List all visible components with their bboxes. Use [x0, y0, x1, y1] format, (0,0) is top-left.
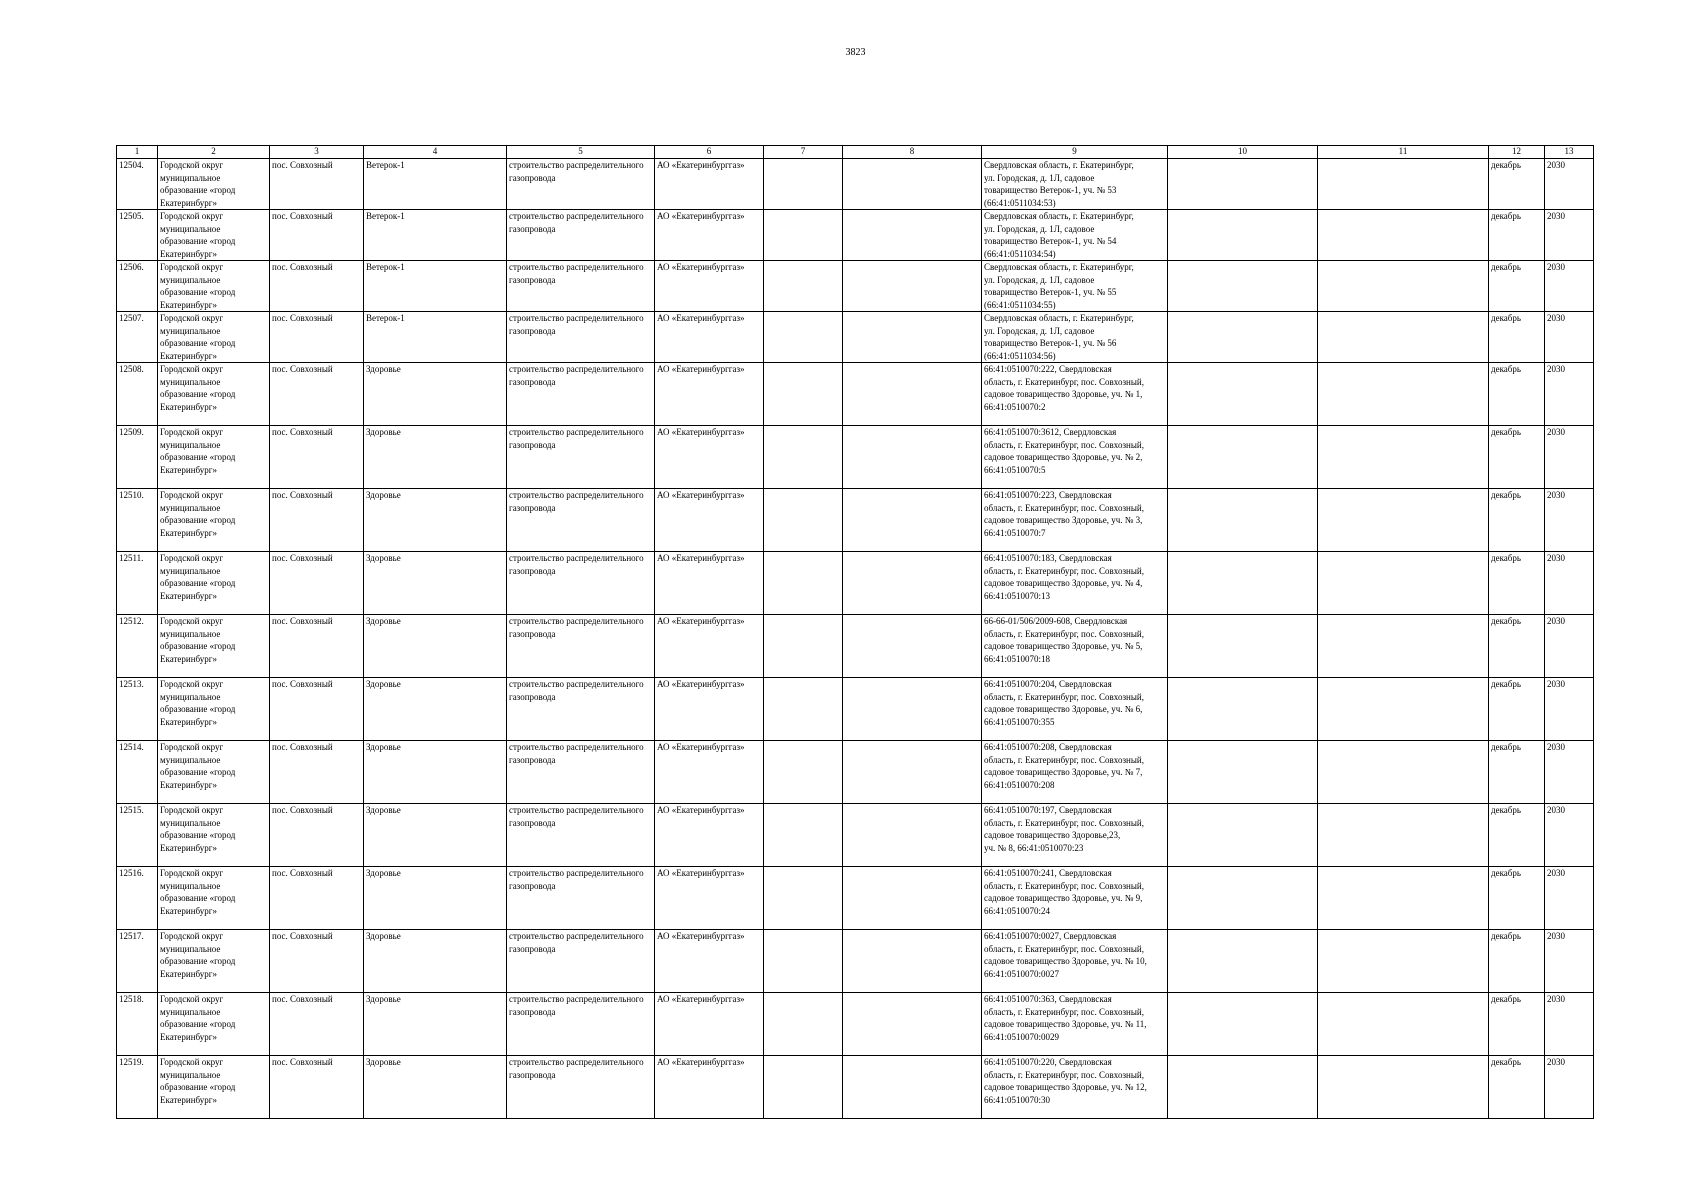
- district-cell: Городской округ муниципальное образование «город Екатеринбург»: [158, 615, 270, 678]
- column-10-cell: [1168, 312, 1318, 363]
- year-cell: 2030: [1545, 993, 1594, 1056]
- year-cell: 2030: [1545, 552, 1594, 615]
- column-8-cell: [843, 867, 982, 930]
- column-header: 12: [1489, 146, 1545, 159]
- work-type-cell: строительство распределительного газопровода: [507, 552, 655, 615]
- settlement-cell: пос. Совхозный: [270, 615, 364, 678]
- column-header: 5: [507, 146, 655, 159]
- column-10-cell: [1168, 930, 1318, 993]
- row-number: 12515.: [117, 804, 158, 867]
- work-type-cell: строительство распределительного газопровода: [507, 210, 655, 261]
- district-cell: Городской округ муниципальное образование «город Екатеринбург»: [158, 312, 270, 363]
- column-7-cell: [764, 930, 843, 993]
- column-7-cell: [764, 552, 843, 615]
- row-number: 12509.: [117, 426, 158, 489]
- organization-cell: АО «Екатеринбурггаз»: [655, 1056, 764, 1119]
- locality-cell: Ветерок-1: [364, 210, 507, 261]
- column-10-cell: [1168, 426, 1318, 489]
- table-row: [117, 426, 1594, 489]
- organization-cell: АО «Екатеринбурггаз»: [655, 993, 764, 1056]
- month-cell: декабрь: [1489, 261, 1545, 312]
- row-number: 12516.: [117, 867, 158, 930]
- column-11-cell: [1318, 210, 1489, 261]
- work-type-cell: строительство распределительного газопровода: [507, 159, 655, 210]
- address-cell: 66:41:0510070:3612, Свердловская область, г. Екатеринбург, пос. Совхозный, садовое товарищество Здоровье, уч. № 2, 66:41:0510070:5: [982, 426, 1168, 489]
- district-cell: Городской округ муниципальное образование «город Екатеринбург»: [158, 1056, 270, 1119]
- locality-cell: Ветерок-1: [364, 159, 507, 210]
- column-10-cell: [1168, 159, 1318, 210]
- column-10-cell: [1168, 489, 1318, 552]
- organization-cell: АО «Екатеринбурггаз»: [655, 930, 764, 993]
- work-type-cell: строительство распределительного газопровода: [507, 804, 655, 867]
- year-cell: 2030: [1545, 930, 1594, 993]
- district-cell: Городской округ муниципальное образование «город Екатеринбург»: [158, 426, 270, 489]
- year-cell: 2030: [1545, 615, 1594, 678]
- page-number: 3823: [845, 47, 866, 58]
- column-11-cell: [1318, 363, 1489, 426]
- address-cell: 66:41:0510070:223, Свердловская область, г. Екатеринбург, пос. Совхозный, садовое товарищество Здоровье, уч. № 3, 66:41:0510070:7: [982, 489, 1168, 552]
- address-cell: Свердловская область, г. Екатеринбург, ул. Городская, д. 1Л, садовое товарищество Ветерок-1, уч. № 54 (66:41:0511034:54): [982, 210, 1168, 261]
- work-type-cell: строительство распределительного газопровода: [507, 741, 655, 804]
- year-cell: 2030: [1545, 312, 1594, 363]
- column-10-cell: [1168, 678, 1318, 741]
- column-header: 3: [270, 146, 364, 159]
- column-7-cell: [764, 804, 843, 867]
- column-7-cell: [764, 312, 843, 363]
- organization-cell: АО «Екатеринбурггаз»: [655, 615, 764, 678]
- column-11-cell: [1318, 261, 1489, 312]
- locality-cell: Здоровье: [364, 426, 507, 489]
- column-10-cell: [1168, 741, 1318, 804]
- work-type-cell: строительство распределительного газопровода: [507, 867, 655, 930]
- locality-cell: Здоровье: [364, 363, 507, 426]
- month-cell: декабрь: [1489, 489, 1545, 552]
- column-7-cell: [764, 363, 843, 426]
- organization-cell: АО «Екатеринбурггаз»: [655, 363, 764, 426]
- column-11-cell: [1318, 678, 1489, 741]
- year-cell: 2030: [1545, 741, 1594, 804]
- organization-cell: АО «Екатеринбурггаз»: [655, 312, 764, 363]
- column-11-cell: [1318, 552, 1489, 615]
- column-11-cell: [1318, 426, 1489, 489]
- table-row: [117, 489, 1594, 552]
- settlement-cell: пос. Совхозный: [270, 804, 364, 867]
- column-11-cell: [1318, 159, 1489, 210]
- table-row: [117, 159, 1594, 210]
- work-type-cell: строительство распределительного газопровода: [507, 489, 655, 552]
- column-8-cell: [843, 489, 982, 552]
- column-7-cell: [764, 1056, 843, 1119]
- table-row: [117, 552, 1594, 615]
- table-row: [117, 261, 1594, 312]
- work-type-cell: строительство распределительного газопровода: [507, 1056, 655, 1119]
- work-type-cell: строительство распределительного газопровода: [507, 426, 655, 489]
- locality-cell: Здоровье: [364, 1056, 507, 1119]
- column-7-cell: [764, 159, 843, 210]
- work-type-cell: строительство распределительного газопровода: [507, 312, 655, 363]
- column-7-cell: [764, 993, 843, 1056]
- column-10-cell: [1168, 363, 1318, 426]
- locality-cell: Здоровье: [364, 741, 507, 804]
- row-number: 12519.: [117, 1056, 158, 1119]
- column-header: 11: [1318, 146, 1489, 159]
- column-8-cell: [843, 312, 982, 363]
- month-cell: декабрь: [1489, 210, 1545, 261]
- column-11-cell: [1318, 741, 1489, 804]
- column-7-cell: [764, 426, 843, 489]
- district-cell: Городской округ муниципальное образование «город Екатеринбург»: [158, 741, 270, 804]
- column-header: 4: [364, 146, 507, 159]
- year-cell: 2030: [1545, 1056, 1594, 1119]
- column-11-cell: [1318, 489, 1489, 552]
- work-type-cell: строительство распределительного газопровода: [507, 678, 655, 741]
- settlement-cell: пос. Совхозный: [270, 552, 364, 615]
- table-row: [117, 678, 1594, 741]
- work-type-cell: строительство распределительного газопровода: [507, 930, 655, 993]
- address-cell: 66:41:0510070:204, Свердловская область, г. Екатеринбург, пос. Совхозный, садовое товарищество Здоровье, уч. № 6, 66:41:0510070:355: [982, 678, 1168, 741]
- work-type-cell: строительство распределительного газопровода: [507, 615, 655, 678]
- column-10-cell: [1168, 804, 1318, 867]
- column-8-cell: [843, 615, 982, 678]
- column-header: 8: [843, 146, 982, 159]
- column-8-cell: [843, 804, 982, 867]
- column-header: 10: [1168, 146, 1318, 159]
- row-number: 12518.: [117, 993, 158, 1056]
- settlement-cell: пос. Совхозный: [270, 678, 364, 741]
- table-row: [117, 615, 1594, 678]
- year-cell: 2030: [1545, 261, 1594, 312]
- column-8-cell: [843, 426, 982, 489]
- table-body: [117, 159, 1594, 1119]
- column-11-cell: [1318, 993, 1489, 1056]
- column-10-cell: [1168, 867, 1318, 930]
- column-header: 13: [1545, 146, 1594, 159]
- column-11-cell: [1318, 804, 1489, 867]
- locality-cell: Здоровье: [364, 552, 507, 615]
- organization-cell: АО «Екатеринбурггаз»: [655, 804, 764, 867]
- column-8-cell: [843, 930, 982, 993]
- month-cell: декабрь: [1489, 804, 1545, 867]
- month-cell: декабрь: [1489, 363, 1545, 426]
- address-cell: 66:41:0510070:363, Свердловская область, г. Екатеринбург, пос. Совхозный, садовое товарищество Здоровье, уч. № 11, 66:41:0510070:0029: [982, 993, 1168, 1056]
- year-cell: 2030: [1545, 363, 1594, 426]
- row-number: 12505.: [117, 210, 158, 261]
- column-7-cell: [764, 489, 843, 552]
- year-cell: 2030: [1545, 489, 1594, 552]
- settlement-cell: пос. Совхозный: [270, 159, 364, 210]
- settlement-cell: пос. Совхозный: [270, 1056, 364, 1119]
- address-cell: Свердловская область, г. Екатеринбург, ул. Городская, д. 1Л, садовое товарищество Ветерок-1, уч. № 56 (66:41:0511034:56): [982, 312, 1168, 363]
- month-cell: декабрь: [1489, 615, 1545, 678]
- column-11-cell: [1318, 1056, 1489, 1119]
- locality-cell: Здоровье: [364, 867, 507, 930]
- header-row: [117, 146, 1594, 159]
- district-cell: Городской округ муниципальное образование «город Екатеринбург»: [158, 159, 270, 210]
- settlement-cell: пос. Совхозный: [270, 489, 364, 552]
- address-cell: 66:41:0510070:208, Свердловская область, г. Екатеринбург, пос. Совхозный, садовое товарищество Здоровье, уч. № 7, 66:41:0510070:208: [982, 741, 1168, 804]
- row-number: 12513.: [117, 678, 158, 741]
- column-10-cell: [1168, 993, 1318, 1056]
- row-number: 12506.: [117, 261, 158, 312]
- column-10-cell: [1168, 552, 1318, 615]
- address-cell: Свердловская область, г. Екатеринбург, ул. Городская, д. 1Л, садовое товарищество Ветерок-1, уч. № 55 (66:41:0511034:55): [982, 261, 1168, 312]
- locality-cell: Ветерок-1: [364, 261, 507, 312]
- column-8-cell: [843, 363, 982, 426]
- year-cell: 2030: [1545, 159, 1594, 210]
- column-header: 9: [982, 146, 1168, 159]
- district-cell: Городской округ муниципальное образование «город Екатеринбург»: [158, 261, 270, 312]
- organization-cell: АО «Екатеринбурггаз»: [655, 210, 764, 261]
- organization-cell: АО «Екатеринбурггаз»: [655, 261, 764, 312]
- table-header: [117, 146, 1594, 159]
- registry-table: [116, 145, 1594, 1119]
- column-header: 6: [655, 146, 764, 159]
- column-header: 7: [764, 146, 843, 159]
- column-11-cell: [1318, 867, 1489, 930]
- district-cell: Городской округ муниципальное образование «город Екатеринбург»: [158, 489, 270, 552]
- settlement-cell: пос. Совхозный: [270, 363, 364, 426]
- column-8-cell: [843, 993, 982, 1056]
- table-row: [117, 930, 1594, 993]
- address-cell: 66:41:0510070:197, Свердловская область, г. Екатеринбург, пос. Совхозный, садовое товарищество Здоровье,23, уч. № 8, 66:41:0510070:23: [982, 804, 1168, 867]
- month-cell: декабрь: [1489, 867, 1545, 930]
- locality-cell: Здоровье: [364, 489, 507, 552]
- month-cell: декабрь: [1489, 159, 1545, 210]
- table-row: [117, 993, 1594, 1056]
- table-row: [117, 867, 1594, 930]
- district-cell: Городской округ муниципальное образование «город Екатеринбург»: [158, 867, 270, 930]
- table-row: [117, 1056, 1594, 1119]
- month-cell: декабрь: [1489, 993, 1545, 1056]
- locality-cell: Здоровье: [364, 993, 507, 1056]
- column-header: 2: [158, 146, 270, 159]
- organization-cell: АО «Екатеринбурггаз»: [655, 678, 764, 741]
- year-cell: 2030: [1545, 210, 1594, 261]
- table-row: [117, 210, 1594, 261]
- column-10-cell: [1168, 210, 1318, 261]
- district-cell: Городской округ муниципальное образование «город Екатеринбург»: [158, 804, 270, 867]
- work-type-cell: строительство распределительного газопровода: [507, 261, 655, 312]
- year-cell: 2030: [1545, 426, 1594, 489]
- column-11-cell: [1318, 930, 1489, 993]
- settlement-cell: пос. Совхозный: [270, 741, 364, 804]
- work-type-cell: строительство распределительного газопровода: [507, 363, 655, 426]
- row-number: 12512.: [117, 615, 158, 678]
- column-10-cell: [1168, 615, 1318, 678]
- district-cell: Городской округ муниципальное образование «город Екатеринбург»: [158, 552, 270, 615]
- table-row: [117, 804, 1594, 867]
- locality-cell: Здоровье: [364, 615, 507, 678]
- row-number: 12510.: [117, 489, 158, 552]
- address-cell: 66:41:0510070:183, Свердловская область, г. Екатеринбург, пос. Совхозный, садовое товарищество Здоровье, уч. № 4, 66:41:0510070:13: [982, 552, 1168, 615]
- address-cell: 66:41:0510070:241, Свердловская область, г. Екатеринбург, пос. Совхозный, садовое товарищество Здоровье, уч. № 9, 66:41:0510070:24: [982, 867, 1168, 930]
- settlement-cell: пос. Совхозный: [270, 993, 364, 1056]
- district-cell: Городской округ муниципальное образование «город Екатеринбург»: [158, 678, 270, 741]
- month-cell: декабрь: [1489, 930, 1545, 993]
- column-11-cell: [1318, 615, 1489, 678]
- year-cell: 2030: [1545, 804, 1594, 867]
- month-cell: декабрь: [1489, 1056, 1545, 1119]
- column-8-cell: [843, 210, 982, 261]
- row-number: 12508.: [117, 363, 158, 426]
- locality-cell: Здоровье: [364, 930, 507, 993]
- organization-cell: АО «Екатеринбурггаз»: [655, 489, 764, 552]
- organization-cell: АО «Екатеринбурггаз»: [655, 552, 764, 615]
- month-cell: декабрь: [1489, 741, 1545, 804]
- column-7-cell: [764, 261, 843, 312]
- district-cell: Городской округ муниципальное образование «город Екатеринбург»: [158, 993, 270, 1056]
- column-8-cell: [843, 678, 982, 741]
- locality-cell: Ветерок-1: [364, 312, 507, 363]
- month-cell: декабрь: [1489, 552, 1545, 615]
- organization-cell: АО «Екатеринбурггаз»: [655, 867, 764, 930]
- table-row: [117, 312, 1594, 363]
- address-cell: 66:41:0510070:220, Свердловская область, г. Екатеринбург, пос. Совхозный, садовое товарищество Здоровье, уч. № 12, 66:41:0510070:30: [982, 1056, 1168, 1119]
- row-number: 12514.: [117, 741, 158, 804]
- column-7-cell: [764, 210, 843, 261]
- address-cell: 66:41:0510070:222, Свердловская область, г. Екатеринбург, пос. Совхозный, садовое товарищество Здоровье, уч. № 1, 66:41:0510070:2: [982, 363, 1168, 426]
- column-8-cell: [843, 1056, 982, 1119]
- column-7-cell: [764, 867, 843, 930]
- address-cell: 66-66-01/506/2009-608, Свердловская область, г. Екатеринбург, пос. Совхозный, садовое товарищество Здоровье, уч. № 5, 66:41:0510070:18: [982, 615, 1168, 678]
- table-row: [117, 363, 1594, 426]
- column-10-cell: [1168, 1056, 1318, 1119]
- settlement-cell: пос. Совхозный: [270, 210, 364, 261]
- organization-cell: АО «Екатеринбурггаз»: [655, 159, 764, 210]
- column-8-cell: [843, 159, 982, 210]
- column-header: 1: [117, 146, 158, 159]
- settlement-cell: пос. Совхозный: [270, 930, 364, 993]
- column-8-cell: [843, 552, 982, 615]
- address-cell: 66:41:0510070:0027, Свердловская область, г. Екатеринбург, пос. Совхозный, садовое товарищество Здоровье, уч. № 10, 66:41:0510070:0027: [982, 930, 1168, 993]
- table-row: [117, 741, 1594, 804]
- year-cell: 2030: [1545, 867, 1594, 930]
- settlement-cell: пос. Совхозный: [270, 867, 364, 930]
- settlement-cell: пос. Совхозный: [270, 312, 364, 363]
- organization-cell: АО «Екатеринбурггаз»: [655, 426, 764, 489]
- month-cell: декабрь: [1489, 678, 1545, 741]
- settlement-cell: пос. Совхозный: [270, 261, 364, 312]
- column-8-cell: [843, 741, 982, 804]
- column-10-cell: [1168, 261, 1318, 312]
- row-number: 12507.: [117, 312, 158, 363]
- month-cell: декабрь: [1489, 312, 1545, 363]
- column-7-cell: [764, 615, 843, 678]
- organization-cell: АО «Екатеринбурггаз»: [655, 741, 764, 804]
- row-number: 12511.: [117, 552, 158, 615]
- month-cell: декабрь: [1489, 426, 1545, 489]
- row-number: 12504.: [117, 159, 158, 210]
- column-7-cell: [764, 741, 843, 804]
- locality-cell: Здоровье: [364, 678, 507, 741]
- district-cell: Городской округ муниципальное образование «город Екатеринбург»: [158, 363, 270, 426]
- column-7-cell: [764, 678, 843, 741]
- row-number: 12517.: [117, 930, 158, 993]
- work-type-cell: строительство распределительного газопровода: [507, 993, 655, 1056]
- settlement-cell: пос. Совхозный: [270, 426, 364, 489]
- year-cell: 2030: [1545, 678, 1594, 741]
- locality-cell: Здоровье: [364, 804, 507, 867]
- district-cell: Городской округ муниципальное образование «город Екатеринбург»: [158, 210, 270, 261]
- column-8-cell: [843, 261, 982, 312]
- address-cell: Свердловская область, г. Екатеринбург, ул. Городская, д. 1Л, садовое товарищество Ветерок-1, уч. № 53 (66:41:0511034:53): [982, 159, 1168, 210]
- column-11-cell: [1318, 312, 1489, 363]
- district-cell: Городской округ муниципальное образование «город Екатеринбург»: [158, 930, 270, 993]
